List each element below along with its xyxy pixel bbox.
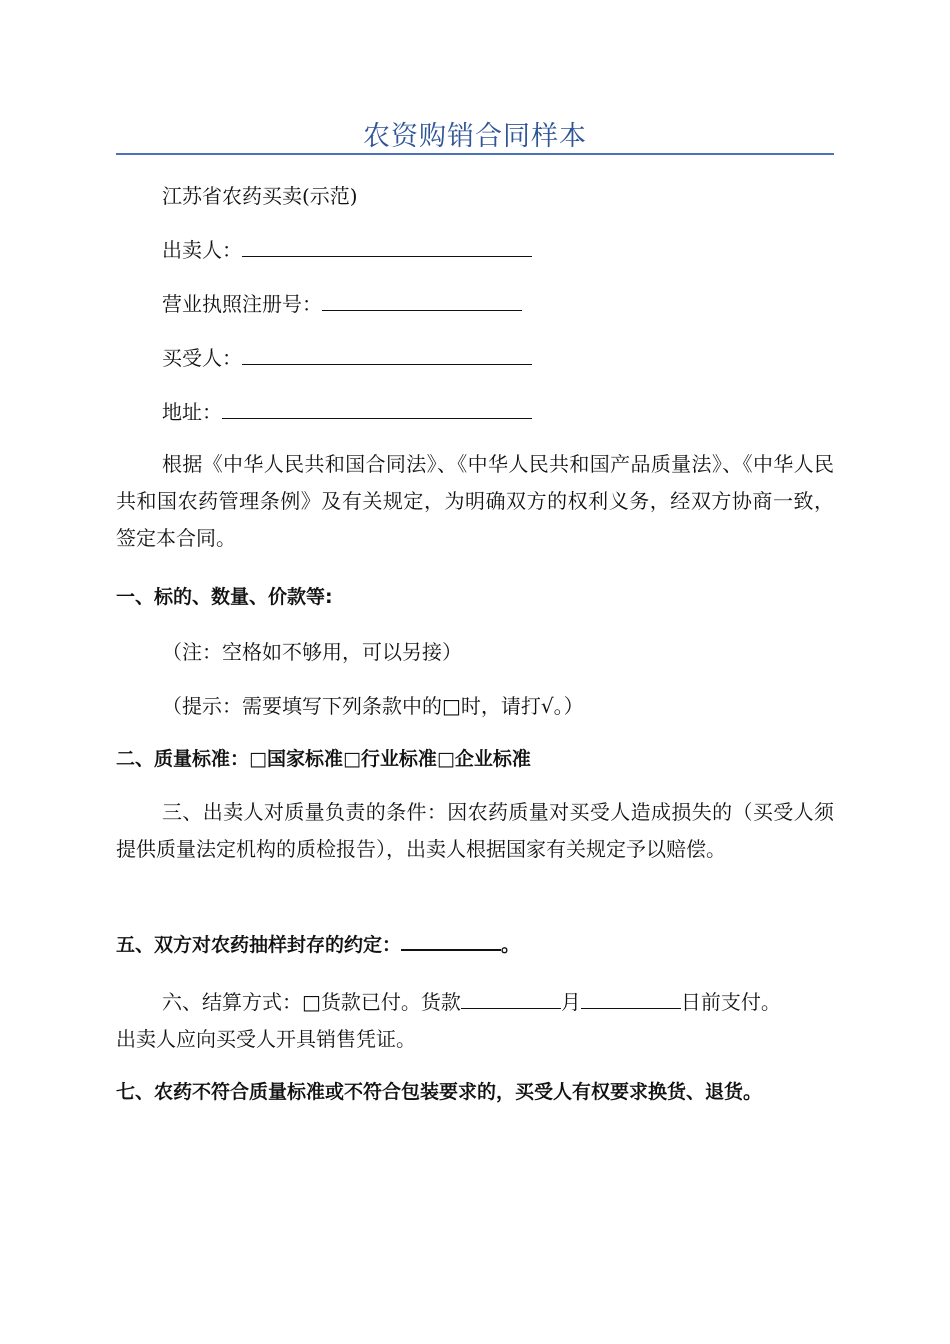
license-field [162, 288, 880, 317]
license-blank[interactable] [322, 292, 522, 311]
buyer-field [162, 342, 880, 371]
address-field [162, 396, 880, 425]
address-blank[interactable] [222, 400, 532, 419]
seller-label: 出卖人： [162, 238, 242, 262]
section1-hint: （提示：需要填写下列条款中的□时，请打√。） [162, 694, 584, 718]
seller-blank[interactable] [242, 238, 532, 257]
section5-suffix: 。 [501, 934, 521, 956]
section6-prefix: 六、结算方式：□货款已付。货款 [162, 990, 461, 1014]
section1-heading: 一、标的、数量、价款等: [116, 586, 333, 608]
payment-month-blank[interactable] [461, 990, 561, 1009]
section1-note: （注：空格如不够用，可以另接） [162, 640, 462, 664]
section6-line2: 出卖人应向买受人开具销售凭证。 [116, 1027, 416, 1051]
buyer-blank[interactable] [242, 346, 532, 365]
section3-paragraph: 三、出卖人对质量负责的条件：因农药质量对买受人造成损失的（买受人须提供质量法定机构的质检报告），出卖人根据国家有关规定予以赔偿。 [116, 800, 834, 861]
section5-line [116, 930, 834, 957]
seller-field [162, 234, 880, 263]
payment-day-blank[interactable] [581, 990, 681, 1009]
section5-blank[interactable] [401, 931, 501, 951]
section2-heading: 二、质量标准：□国家标准□行业标准□企业标准 [116, 748, 531, 770]
subtitle: 江苏省农药买卖(示范) [162, 184, 358, 208]
address-label: 地址： [162, 400, 222, 424]
section6-line1 [162, 986, 880, 1015]
title-underline [116, 153, 834, 155]
document-title: 农资购销合同样本 [363, 121, 587, 152]
section6-day-suffix: 日前支付。 [680, 990, 781, 1014]
section7-paragraph: 七、农药不符合质量标准或不符合包装要求的，买受人有权要求换货、退货。 [116, 1081, 763, 1103]
license-label: 营业执照注册号： [162, 292, 322, 316]
buyer-label: 买受人： [162, 346, 242, 370]
preamble-paragraph: 根据《中华人民共和国合同法》、《中华人民共和国产品质量法》、《中华人民共和国农药管理条例》及有关规定，为明确双方的权利义务，经双方协商一致，签定本合同。 [116, 452, 834, 550]
section6-month: 月 [560, 990, 581, 1014]
section5-prefix: 五、双方对农药抽样封存的约定： [116, 934, 402, 956]
